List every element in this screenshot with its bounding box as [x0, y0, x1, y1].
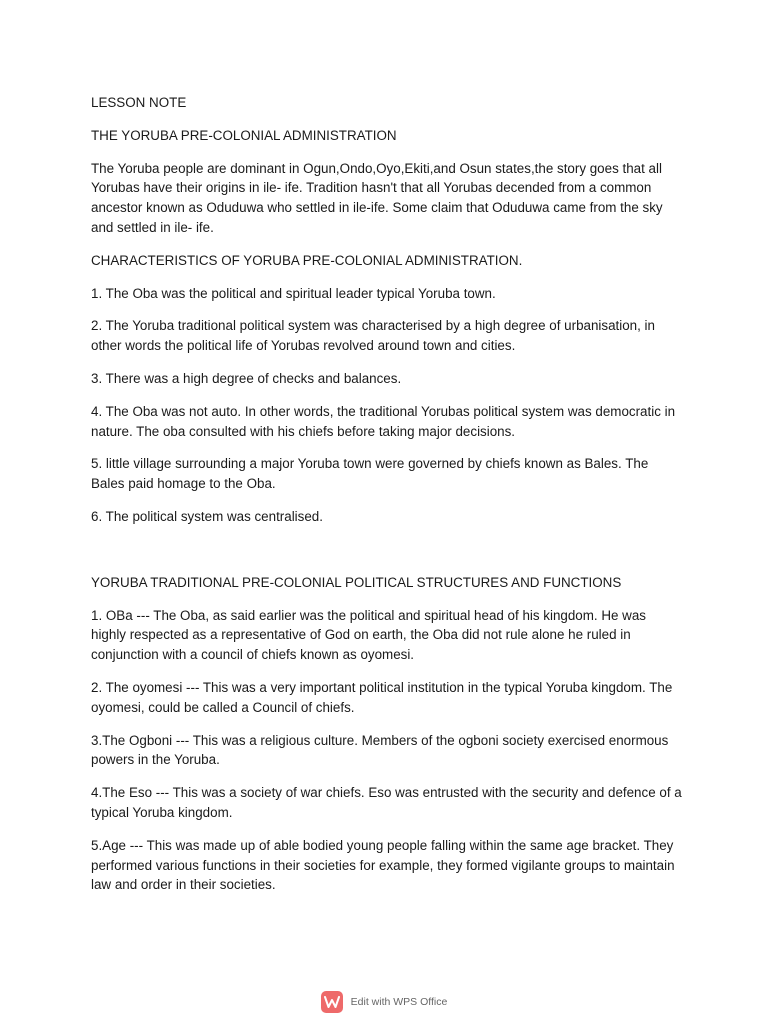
- section-spacer: [91, 540, 683, 573]
- structure-item: 3.The Ogboni --- This was a religious culture. Members of the ogboni society exercised enormous powers in the Yoruba.: [91, 732, 669, 768]
- characteristics-heading: CHARACTERISTICS OF YORUBA PRE-COLONIAL ADMINISTRATION.: [91, 252, 523, 268]
- structure-item: 2. The oyomesi --- This was a very important political institution in the typical Yoruba kingdom. The oyomesi, could be called a Council of chiefs.: [91, 679, 673, 715]
- characteristic-item: 2. The Yoruba traditional political system was characterised by a high degree of urbanisation, in other words the political life of Yorubas revolved around town and cities.: [91, 318, 655, 354]
- characteristic-item: 6. The political system was centralised.: [91, 508, 323, 524]
- document-title: THE YORUBA PRE-COLONIAL ADMINISTRATION: [91, 127, 397, 143]
- structure-item: 4.The Eso --- This was a society of war chiefs. Eso was entrusted with the security and defence of a typical Yoruba kingdom.: [91, 785, 682, 820]
- characteristic-item: 1. The Oba was the political and spiritual leader typical Yoruba town.: [91, 285, 496, 301]
- document-body: [91, 93, 683, 908]
- structure-item: 5.Age --- This was made up of able bodied young people falling within the same age bracket. They performed various functions in their societies for example, they formed vigilante groups to maintain law and order in their societies.: [91, 837, 675, 893]
- wps-footer[interactable]: [0, 990, 768, 1014]
- intro-paragraph: The Yoruba people are dominant in Ogun,Ondo,Oyo,Ekiti,and Osun states,the story goes that all Yorubas have their origins in ile- ife. Tradition hasn't that all Yorubas decended from a common ancestor known as Oduduwa who settled in ile-ife. Some claim that Oduduwa came from the sky and settled in ile- ife.: [91, 160, 663, 235]
- header-label: LESSON NOTE: [91, 95, 187, 110]
- wps-office-logo-icon: [321, 991, 343, 1013]
- characteristic-item: 5. little village surrounding a major Yoruba town were governed by chiefs known as Bales. The Bales paid homage to the Oba.: [91, 456, 649, 492]
- characteristic-item: 4. The Oba was not auto. In other words, the traditional Yorubas political system was democratic in nature. The oba consulted with his chiefs before taking major decisions.: [91, 403, 676, 439]
- characteristic-item: 3. There was a high degree of checks and balances.: [91, 370, 402, 386]
- wps-edit-link[interactable]: Edit with WPS Office: [350, 996, 448, 1008]
- structures-heading: YORUBA TRADITIONAL PRE-COLONIAL POLITICAL STRUCTURES AND FUNCTIONS: [91, 574, 622, 590]
- structure-item: 1. OBa --- The Oba, as said earlier was the political and spiritual head of his kingdom. He was highly respected as a representative of God on earth, the Oba did not rule alone he ruled in conjunction with a council of chiefs known as oyomesi.: [91, 607, 646, 663]
